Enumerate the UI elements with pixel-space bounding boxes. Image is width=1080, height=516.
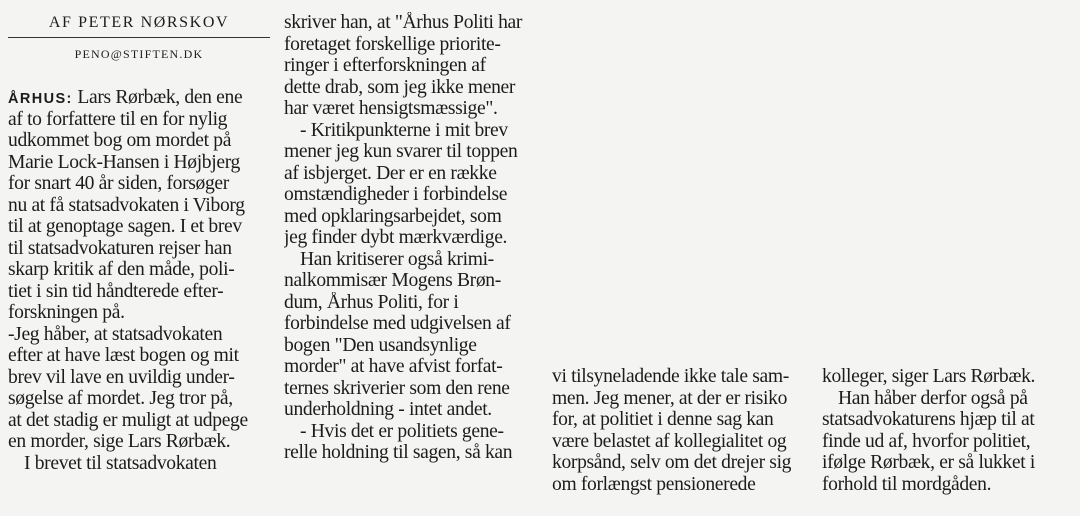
text-line: af isbjerget. Der er en række (284, 162, 497, 184)
text-line: nalkommisær Mogens Brøn- (284, 270, 501, 291)
text-line: dum, Århus Politi, for i (284, 291, 459, 313)
dateline: ÅRHUS: (8, 91, 73, 107)
text-line: foretaget forskellige priorite- (284, 33, 501, 55)
text-line: forbindelse med udgivelsen af (284, 313, 511, 334)
text-line: skarp kritik af den måde, poli- (8, 259, 235, 280)
text-line: Han håber derfor også på (838, 387, 1028, 409)
text-line: være belastet af kollegialitet og (552, 430, 787, 452)
text-line: med opklaringsarbejdet, som (284, 205, 502, 227)
text-line: finde ud af, hvorfor politiet, (822, 430, 1031, 452)
text-line: nu at få statsadvokaten i Viborg (8, 194, 245, 216)
text-line: -Jeg håber, at statsadvokaten (8, 323, 223, 345)
text-line: men. Jeg mener, at der er risiko (552, 387, 788, 409)
text-line: - Kritikpunkterne i mit brev (300, 119, 508, 141)
text-line: mener jeg kun svarer til toppen (284, 141, 518, 162)
text-line: brev vil lave en uvildig under- (8, 366, 235, 388)
text-line: - Hvis det er politiets gene- (300, 420, 504, 442)
text-line: ternes skriverier som den rene (284, 377, 510, 399)
article-column-2 (284, 12, 538, 464)
text-line: skriver han, at "Århus Politi har (284, 12, 523, 33)
text-line: udkommet bog om mordet på (8, 130, 232, 151)
text-line: af to forfattere til en for nylig (8, 108, 228, 130)
byline (8, 14, 270, 62)
text-line: korpsånd, selv om det drejer sig (552, 452, 792, 473)
article-column-1 (8, 87, 270, 474)
text-line: statsadvokaturens hjæp til at (822, 409, 1035, 430)
text-line: for, at politiet i denne sag kan (552, 409, 774, 430)
text-line: forskningen på. (8, 302, 125, 323)
text-line: Lars Rørbæk, den ene (77, 87, 243, 108)
text-line: søgelse af mordet. Jeg tror på, (8, 388, 233, 409)
text-line: om forlængst pensionerede (552, 473, 756, 495)
text-line: jeg finder dybt mærkværdige. (284, 227, 508, 248)
text-line: morder" at have afvist forfat- (284, 356, 503, 377)
article-column-3 (552, 366, 810, 495)
text-line: for snart 40 år siden, forsøger (8, 173, 229, 194)
text-line: bogen "Den usandsynlige (284, 334, 477, 356)
text-line: kolleger, siger Lars Rørbæk. (822, 366, 1036, 387)
text-line: til statsadvokaturen rejser han (8, 237, 232, 259)
text-line: Han kritiserer også krimi- (300, 248, 494, 270)
text-line: har været hensigtsmæssige". (284, 98, 498, 119)
article-column-4 (822, 366, 1076, 495)
author-email: PENO@STIFTEN.DK (74, 47, 204, 61)
text-line: dette drab, som jeg ikke mener (284, 76, 516, 98)
author-name: AF PETER NØRSKOV (8, 14, 270, 38)
text-line: I brevet til statsadvokaten (24, 452, 217, 474)
text-line: ringer i efterforskningen af (284, 55, 486, 76)
text-line: underholdning - intet andet. (284, 399, 492, 420)
text-line: tiet i sin tid håndterede efter- (8, 280, 224, 302)
text-line: efter at have læst bogen og mit (8, 345, 239, 366)
text-line: Marie Lock-Hansen i Højbjerg (8, 151, 240, 173)
text-line: forhold til mordgåden. (822, 473, 992, 495)
text-line: vi tilsyneladende ikke tale sam- (552, 366, 789, 387)
text-line: at det stadig er muligt at udpege (8, 409, 248, 431)
text-line: til at genoptage sagen. I et brev (8, 216, 242, 237)
text-line: relle holdning til sagen, så kan (284, 442, 513, 463)
text-line: en morder, sige Lars Rørbæk. (8, 431, 231, 452)
text-line: ifølge Rørbæk, er så lukket i (822, 452, 1035, 473)
text-line (8, 87, 270, 109)
text-line: omstændigheder i forbindelse (284, 184, 508, 205)
